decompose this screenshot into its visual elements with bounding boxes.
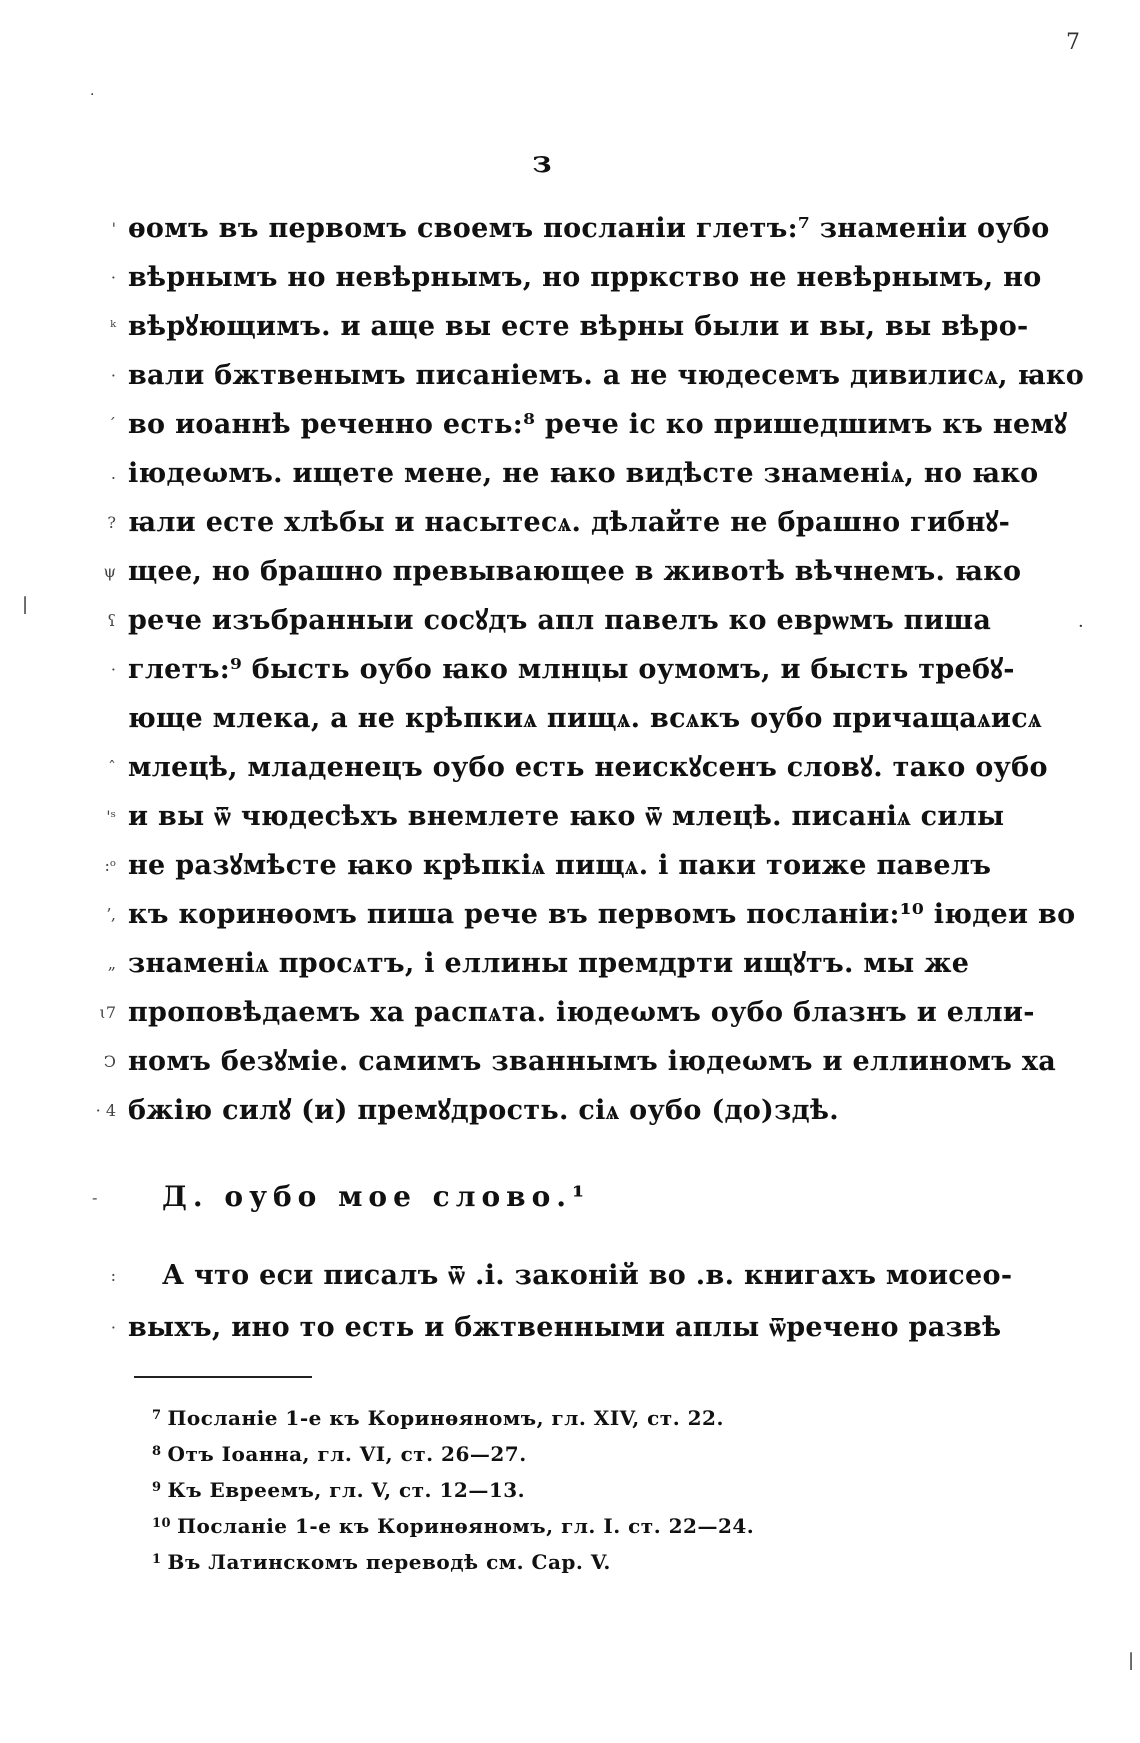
text-line: знаменіѧ просѧтъ, і еллины премдрти ищꙋтъ. мы же xyxy=(128,948,970,979)
text-line: бжію силꙋ (и) премꙋдрость. сіѧ оубо (до)здѣ. xyxy=(128,1095,839,1126)
text-line: рече изъбранныи сосꙋдъ апл павелъ ко еврѡмъ пиша xyxy=(128,605,992,636)
margin-mark: : xyxy=(110,1266,116,1285)
footnote-text: Отъ Іоанна, гл. VI, ст. 26—27. xyxy=(167,1442,527,1466)
margin-mark: · xyxy=(110,660,116,679)
margin-mark: · xyxy=(110,268,116,287)
text-line: выхъ, ино то есть и бжтвенными аплы ѿречено развѣ xyxy=(128,1312,1002,1343)
margin-mark: . xyxy=(110,464,116,483)
corner-mark: 7 xyxy=(1066,30,1080,55)
margin-mark: · 4 xyxy=(95,1101,116,1120)
text-line: вали бжтвенымъ писаніемъ. а не чюдесемъ дивилисѧ, ꙗко xyxy=(128,360,1085,391)
text-line: іюдеωмъ. ищете мене, не ꙗко видѣсте знаменіѧ, но ꙗко xyxy=(128,458,1039,489)
text-line: млецѣ, младенецъ оубо есть неискꙋсенъ словꙋ. тако оубо xyxy=(128,752,1048,783)
margin-mark: ? xyxy=(107,513,116,532)
second-paragraph xyxy=(128,1250,1013,1354)
footnote xyxy=(152,1506,872,1542)
footnote-text: Къ Евреемъ, гл. V, ст. 12—13. xyxy=(167,1478,526,1502)
margin-mark: :ᵒ xyxy=(104,856,116,875)
margin-mark: ´ xyxy=(108,415,116,434)
footnote-text: Въ Латинскомъ переводѣ см. Cap. V. xyxy=(167,1550,611,1574)
footnote-number: 9 xyxy=(152,1480,162,1495)
heading-margin-mark: - xyxy=(92,1188,98,1207)
footnote xyxy=(152,1542,872,1578)
margin-mark: ʕ xyxy=(107,611,116,630)
margin-mark: ψ xyxy=(103,562,116,581)
margin-mark: ɩ7 xyxy=(99,1003,116,1022)
margin-mark: „ xyxy=(107,954,116,973)
text-line: не разꙋмѣсте ꙗко крѣпкіѧ пищѧ. і паки тоиже павелъ xyxy=(128,850,992,881)
text-line: къ коринѳомъ пиша рече въ первомъ посланіи:¹⁰ іюдеи во xyxy=(128,899,1076,930)
text-line: номъ безꙋміе. самимъ званнымъ іюдеωмъ и еллиномъ ха xyxy=(128,1046,1057,1077)
footnote-number: 1 xyxy=(152,1552,162,1567)
edge-speck: · xyxy=(1078,616,1084,637)
margin-mark: ʼ, xyxy=(105,905,116,924)
text-line: щее, но брашно превывающее в животѣ вѣчнемъ. ꙗко xyxy=(128,556,1022,587)
footnote xyxy=(152,1434,872,1470)
margin-mark: · xyxy=(110,366,116,385)
footnote-number: 10 xyxy=(152,1516,172,1531)
margin-mark: · xyxy=(110,1318,116,1337)
main-text-block xyxy=(128,204,1085,1135)
margin-mark: ' xyxy=(111,219,116,238)
page-number: з xyxy=(532,145,552,180)
edge-speck: · xyxy=(90,87,95,103)
text-line: и вы ѿ чюдесѣхъ внемлете ꙗко ѿ млецѣ. писаніѧ силы xyxy=(128,801,1005,832)
text-line: вѣрꙋющимъ. и аще вы есте вѣрны были и вы, вы вѣро- xyxy=(128,311,1029,342)
text-line: проповѣдаемъ ха распѧта. іюдеωмъ оубо блазнъ и елли- xyxy=(128,997,1035,1028)
second-paragraph-marks xyxy=(86,1250,116,1354)
text-line: ѳомъ въ первомъ своемъ посланіи глетъ:⁷ знаменіи оубо xyxy=(128,213,1050,244)
footnote-number: 8 xyxy=(152,1444,162,1459)
footnote xyxy=(152,1470,872,1506)
text-line: ꙗли есте хлѣбы и насытесѧ. дѣлайте не брашно гибнꙋ- xyxy=(128,507,1011,538)
margin-mark: 'ˢ xyxy=(106,807,116,826)
footnote xyxy=(152,1398,872,1434)
footnote-text: Посланіе 1-е къ Коринѳяномъ, гл. XIV, ст. 22. xyxy=(167,1406,724,1430)
text-line: вѣрнымъ но невѣрнымъ, но прркство не невѣрнымъ, но xyxy=(128,262,1042,293)
margin-mark: Ↄ xyxy=(103,1052,116,1071)
margin-mark: ᵏ xyxy=(110,317,116,336)
footnote-number: 7 xyxy=(152,1408,162,1423)
footnotes xyxy=(152,1398,872,1578)
footnote-separator xyxy=(134,1376,312,1378)
text-line: А что еси писалъ ѿ .і. законій во .в. книгахъ моисео- xyxy=(162,1260,1013,1291)
footnote-text: Посланіе 1-е къ Коринѳяномъ, гл. I. ст. 22—24. xyxy=(177,1514,755,1538)
text-line: юще млека, а не крѣпкиѧ пищѧ. всѧкъ оубо причащаѧисѧ xyxy=(128,703,1042,734)
margin-mark: ˆ xyxy=(108,758,116,777)
margin-mark xyxy=(86,694,116,743)
edge-speck: | xyxy=(22,594,29,615)
left-margin-marks xyxy=(86,204,116,1135)
text-line: во иоаннѣ реченно есть:⁸ рече іс ко пришедшимъ къ немꙋ xyxy=(128,409,1068,440)
edge-speck: | xyxy=(1128,1650,1135,1671)
section-heading: Д. оубо мое слово.¹ xyxy=(162,1180,591,1213)
text-line: глетъ:⁹ бысть оубо ꙗко млнцы оумомъ, и бысть требꙋ- xyxy=(128,654,1015,685)
